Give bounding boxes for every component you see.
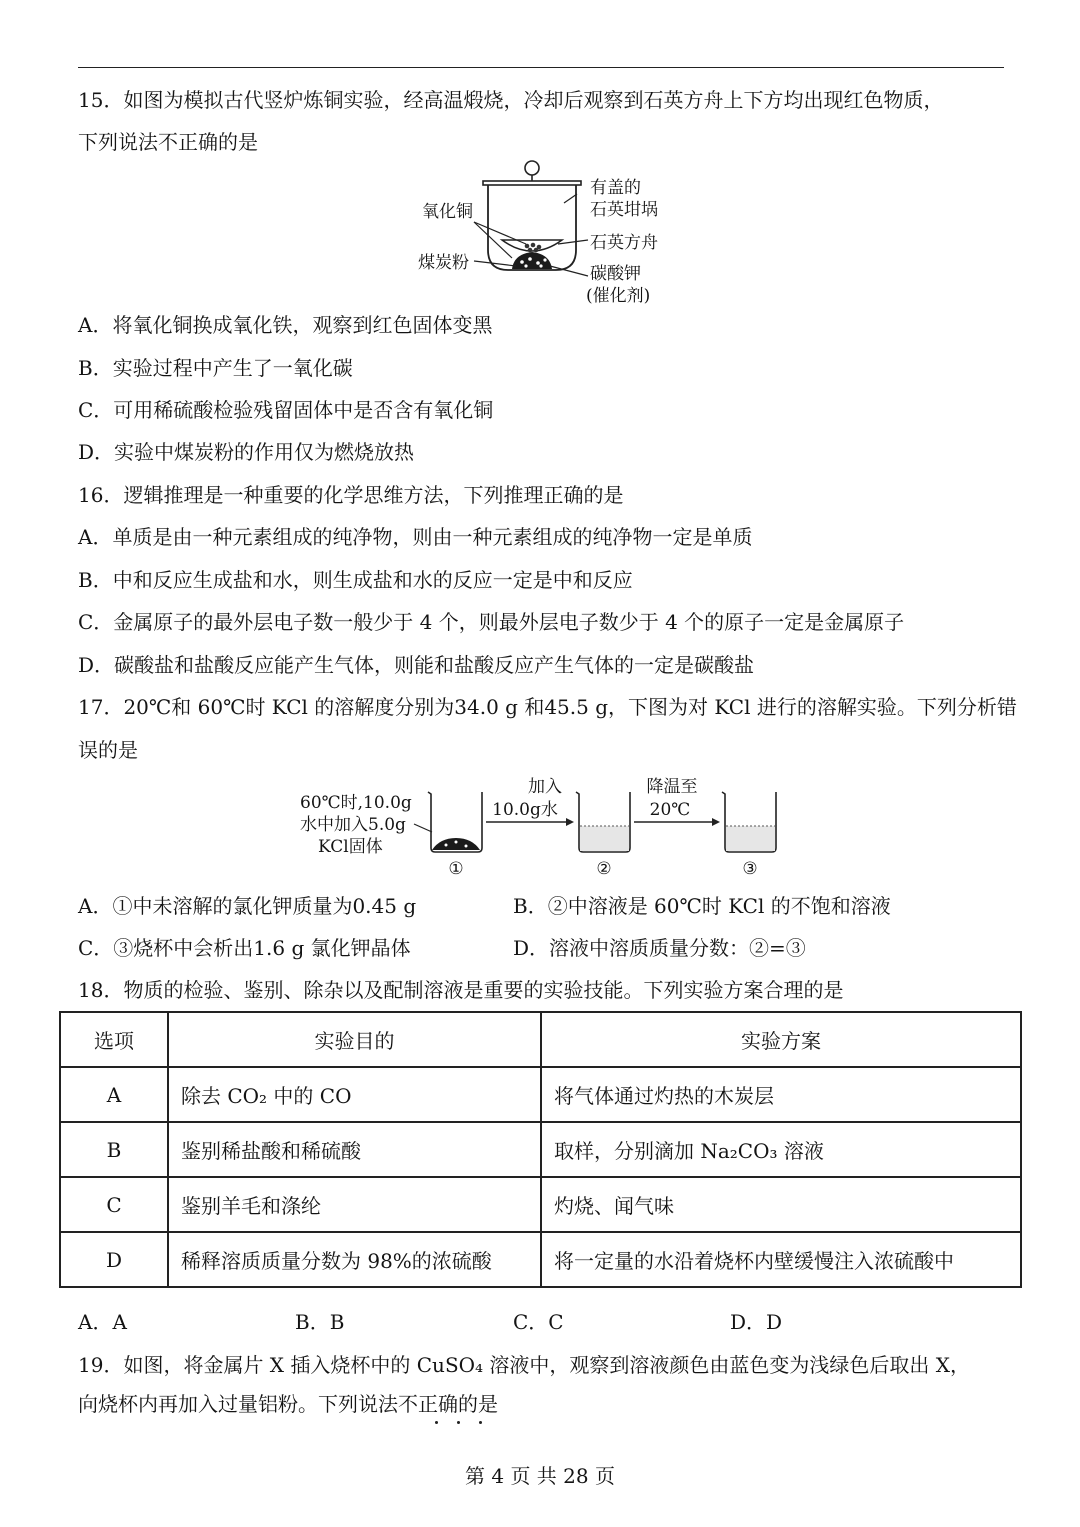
arrow2-label-bottom: 20℃ xyxy=(649,800,691,820)
q17-stem-line2: 误的是 xyxy=(78,738,138,762)
q15-option-c: C．可用稀硫酸检验残留固体中是否含有氧化铜 xyxy=(78,398,494,422)
q17-option-d: D．溶液中溶质质量分数：②=③ xyxy=(513,936,806,960)
label-coal-powder: 煤炭粉 xyxy=(418,253,469,273)
q17-option-b: B．②中溶液是 60℃时 KCl 的不饱和溶液 xyxy=(513,894,891,918)
table-row xyxy=(60,1177,1021,1232)
q15-stem-line2: 下列说法不正确的是 xyxy=(78,130,258,154)
header-rule xyxy=(78,67,1004,68)
q18-stem: 18．物质的检验、鉴别、除杂以及配制溶液是重要的实验技能。下列实验方案合理的是 xyxy=(78,978,844,1002)
header-plan: 实验方案 xyxy=(541,1012,1021,1067)
label-catalyst: (催化剂) xyxy=(586,286,651,306)
q16-option-d: D．碳酸盐和盐酸反应能产生气体，则能和盐酸反应产生气体的一定是碳酸盐 xyxy=(78,653,755,677)
q16-option-b: B．中和反应生成盐和水，则生成盐和水的反应一定是中和反应 xyxy=(78,568,633,592)
condition-line1: 60℃时,10.0g xyxy=(300,793,412,813)
row-option: B xyxy=(60,1122,168,1177)
q15-option-b: B．实验过程中产生了一氧化碳 xyxy=(78,356,353,380)
header-goal: 实验目的 xyxy=(168,1012,541,1067)
row-goal: 除去 CO₂ 中的 CO xyxy=(168,1067,541,1122)
q18-option-a: A．A xyxy=(78,1310,127,1334)
label-potassium-carbonate: 碳酸钾 xyxy=(590,264,641,284)
label-lidded-crucible-2: 石英坩埚 xyxy=(590,200,658,220)
q16-option-c: C．金属原子的最外层电子数一般少于 4 个，则最外层电子数少于 4 个的原子一定是金属原子 xyxy=(78,610,905,634)
q15-stem-line1: 15．如图为模拟古代竖炉炼铜实验，经高温煅烧，冷却后观察到石英方舟上下方均出现红色物质， xyxy=(78,88,944,112)
arrow1-label-top: 加入 xyxy=(528,777,562,797)
row-plan: 将气体通过灼热的木炭层 xyxy=(541,1067,1021,1122)
table-row xyxy=(60,1232,1021,1287)
emphasis-dot xyxy=(457,1421,460,1424)
condition-line3: KCl固体 xyxy=(318,837,383,857)
q18-option-c: C．C xyxy=(513,1310,564,1334)
q19-stem-line2: 向烧杯内再加入过量铝粉。下列说法不正确的是 xyxy=(78,1392,498,1416)
crucible-figure xyxy=(400,158,680,308)
kcl-dissolution-figure xyxy=(290,770,790,882)
q18-option-d: D．D xyxy=(730,1310,783,1334)
label-quartz-boat: 石英方舟 xyxy=(590,233,658,253)
q16-option-a: A．单质是由一种元素组成的纯净物，则由一种元素组成的纯净物一定是单质 xyxy=(78,525,753,549)
beaker-2-label: ② xyxy=(596,859,612,879)
label-lidded-crucible-1: 有盖的 xyxy=(590,178,641,198)
table-row xyxy=(60,1122,1021,1177)
row-plan: 灼烧、闻气味 xyxy=(541,1177,1021,1232)
experiment-table xyxy=(59,1011,1022,1288)
q19-stem-line1: 19．如图，将金属片 X 插入烧杯中的 CuSO₄ 溶液中，观察到溶液颜色由蓝色变为浅绿色后取出 X， xyxy=(78,1353,971,1377)
arrow1-label-bottom: 10.0g水 xyxy=(492,800,558,820)
q15-option-a: A．将氧化铜换成氧化铁，观察到红色固体变黑 xyxy=(78,313,493,337)
emphasis-dot xyxy=(435,1421,438,1424)
q17-option-c: C．③烧杯中会析出1.6 g 氯化钾晶体 xyxy=(78,936,411,960)
beaker-1-label: ① xyxy=(448,859,464,879)
beaker-3-label: ③ xyxy=(742,859,758,879)
table-header-row xyxy=(60,1012,1021,1067)
row-plan: 将一定量的水沿着烧杯内壁缓慢注入浓硫酸中 xyxy=(541,1232,1021,1287)
row-option: D xyxy=(60,1232,168,1287)
q15-option-d: D．实验中煤炭粉的作用仅为燃烧放热 xyxy=(78,440,415,464)
row-option: C xyxy=(60,1177,168,1232)
arrow2-label-top: 降温至 xyxy=(646,777,698,797)
header-option: 选项 xyxy=(60,1012,168,1067)
q17-stem-line1: 17．20℃和 60℃时 KCl 的溶解度分别为34.0 g 和45.5 g，下图为对 KCl 进行的溶解实验。下列分析错 xyxy=(78,695,1017,719)
page-footer: 第 4 页 共 28 页 xyxy=(465,1464,615,1488)
q18-option-b: B．B xyxy=(295,1310,345,1334)
label-copper-oxide: 氧化铜 xyxy=(422,202,473,222)
row-plan: 取样，分别滴加 Na₂CO₃ 溶液 xyxy=(541,1122,1021,1177)
emphasis-dot xyxy=(479,1421,482,1424)
table-row xyxy=(60,1067,1021,1122)
row-goal: 稀释溶质质量分数为 98%的浓硫酸 xyxy=(168,1232,541,1287)
row-goal: 鉴别羊毛和涤纶 xyxy=(168,1177,541,1232)
row-goal: 鉴别稀盐酸和稀硫酸 xyxy=(168,1122,541,1177)
q16-stem: 16．逻辑推理是一种重要的化学思维方法，下列推理正确的是 xyxy=(78,483,624,507)
row-option: A xyxy=(60,1067,168,1122)
condition-line2: 水中加入5.0g xyxy=(300,815,406,835)
q17-option-a: A．①中未溶解的氯化钾质量为0.45 g xyxy=(78,894,417,918)
